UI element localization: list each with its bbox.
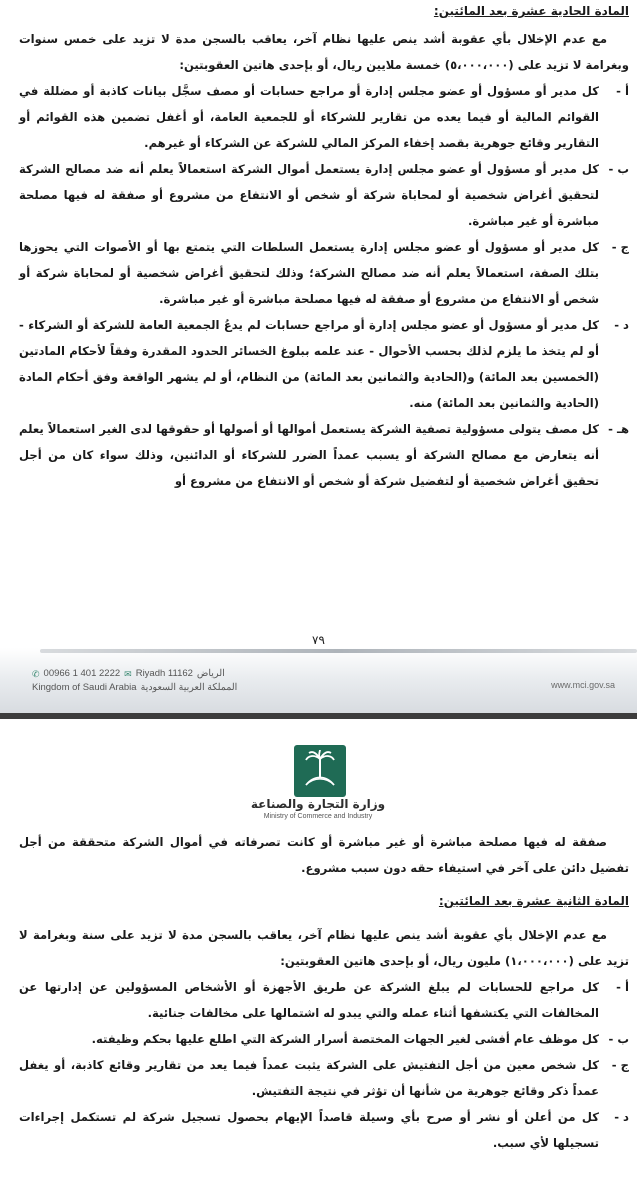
- item-marker: هـ -: [608, 422, 629, 436]
- footer-city-en: Riyadh 11162: [135, 668, 193, 679]
- item-text: كل مدير أو مسؤول أو عضو مجلس إدارة يستعمل السلطات التي يتمتع بها أو الأصوات التي يحوزها بتلك الصفة، استعمالاً يعلم أنه ضد مصالح الشركة؛ وذلك لتحقيق أغراض شخصية أو لمحاباة شركة أو شخص أو الانتفاع من مشروع أو صفقة له فيها مصلحة مباشرة أو غير مباشرة.: [19, 240, 599, 306]
- article-212-item-a: [19, 974, 629, 1026]
- mailbox-icon: ✉: [124, 669, 132, 679]
- continuation-text: صفقة له فيها مصلحة مباشرة أو غير مباشرة أو كانت تصرفاته في أموال الشركة متحققة من أجل تفضيل دائن على آخر في استيفاء حقه دون سبب مشروع.: [19, 835, 629, 875]
- item-text: كل مدير أو مسؤول أو عضو مجلس إدارة أو مراجع حسابات أو مصف سجَّل بيانات كاذبة أو مضللة في القوائم المالية أو فيما يعده من تقارير للشركاء أو للجمعية العامة، أو أغفل تضمين هذه القوائم أو التقارير وقائع جوهرية بقصد إخفاء المركز المالي للشركة عن الشركاء أو غيرهم.: [19, 84, 599, 150]
- item-text: كل من أعلن أو نشر أو صرح بأي وسيلة قاصداً الإيهام بحصول تسجيل شركة لم تستكمل إجراءات تسجيلها لأي سبب.: [19, 1110, 599, 1150]
- footer-country-ar: المملكة العربية السعودية: [140, 682, 238, 693]
- article-211-item-d: [19, 312, 629, 416]
- item-marker: ج -: [611, 1058, 629, 1072]
- ministry-name-en: Ministry of Commerce and Industry: [263, 813, 373, 820]
- article-211-item-c: [19, 234, 629, 312]
- article-211-heading: المادة الحادية عشرة بعد المائتين:: [433, 4, 629, 18]
- item-marker: ج -: [611, 240, 629, 254]
- footer-contact: [32, 667, 237, 695]
- footer-stripe: [40, 649, 637, 653]
- article-212-heading: المادة الثانية عشرة بعد المائتين:: [438, 894, 629, 908]
- article-211-item-b: [19, 156, 629, 234]
- article-211-item-a: [19, 78, 629, 156]
- item-marker: أ -: [616, 980, 629, 994]
- item-marker: د -: [614, 1110, 629, 1124]
- article-212-intro: مع عدم الإخلال بأي عقوبة أشد ينص عليها نظام آخر، يعاقب بالسجن مدة لا تزيد على سنة وبغرامة لا تزيد على (١،٠٠٠،٠٠٠) مليون ريال، أو بإحدى هاتين العقوبتين:: [19, 928, 629, 968]
- footer-city-ar: الرياض: [196, 668, 225, 679]
- item-text: كل مدير أو مسؤول أو عضو مجلس إدارة يستعمل أموال الشركة استعمالاً يعلم أنه ضد مصالح الشركة لتحقيق أغراض شخصية أو لمحاباة شركة أو شخص أو الانتفاع من مشروع أو صفقة له فيها مصلحة مباشرة أو غير مباشرة.: [19, 162, 599, 228]
- ministry-name-ar: وزارة التجارة والصناعة: [250, 797, 386, 811]
- palm-swords-emblem-icon: [294, 745, 346, 797]
- article-212-body: [19, 922, 629, 1156]
- item-marker: أ -: [616, 84, 629, 98]
- footer-phone: 00966 1 401 2222: [43, 668, 121, 679]
- page-number: ٧٩: [312, 633, 325, 647]
- phone-icon: ✆: [32, 669, 40, 679]
- article-211-intro: مع عدم الإخلال بأي عقوبة أشد ينص عليها نظام آخر، يعاقب بالسجن مدة لا تزيد على خمس سنوات وبغرامة لا تزيد على (٥،٠٠٠،٠٠٠) خمسة ملايين ريال، أو بإحدى هاتين العقوبتين:: [19, 32, 629, 72]
- article-211-item-e: [19, 416, 629, 494]
- footer-website[interactable]: www.mci.gov.sa: [551, 680, 615, 690]
- article-211-body: [19, 26, 629, 494]
- item-text: كل مصف يتولى مسؤولية تصفية الشركة يستعمل أموالها أو أصولها أو حقوقها لدى الغير استعمالاً يعلم أنه يتعارض مع مصالح الشركة أو يسبب عمداً الضرر للشركاء أو الدائنين، وذلك سواء كان من أجل تحقيق أغراض شخصية أو لتفضيل شركة أو شخص أو الانتفاع من مشروع أو: [19, 422, 599, 488]
- item-text: كل موظف عام أفشى لغير الجهات المختصة أسرار الشركة التي اطلع عليها بحكم وظيفته.: [91, 1032, 599, 1046]
- article-212-item-d: [19, 1104, 629, 1156]
- item-marker: د -: [614, 318, 629, 332]
- item-marker: ب -: [608, 1032, 629, 1046]
- item-marker: ب -: [608, 162, 629, 176]
- article-211-continuation: [19, 829, 629, 881]
- item-text: كل مراجع للحسابات لم يبلغ الشركة عن طريق الأجهزة أو الأشخاص المسؤولين عن إدارتها عن المخالفات التي يكتشفها أثناء عمله والتي يبدو له اشتمالها على مخالفات جنائية.: [19, 980, 599, 1020]
- item-text: كل مدير أو مسؤول أو عضو مجلس إدارة أو مراجع حسابات لم يدعُ الجمعية العامة للشركة أو الشركاء - أو لم يتخذ ما يلزم لذلك بحسب الأحوال - عند علمه ببلوغ الخسائر الحدود المقدرة وفقاً لأحكام المادتين (الخمسين بعد المائة) و(الحادية والثمانين بعد المائة) من النظام، أو لم يشهر الواقعة وفق أحكام المادة (الحادية والثمانين بعد المائة) منه.: [19, 318, 599, 410]
- article-212-item-b: [19, 1026, 629, 1052]
- item-text: كل شخص معين من أجل التفتيش على الشركة يثبت عمداً فيما يعد من تقارير وقائع كاذبة، أو يغفل عمداً ذكر وقائع جوهرية من شأنها أن تؤثر في نتيجة التفتيش.: [19, 1058, 599, 1098]
- footer-country-en: Kingdom of Saudi Arabia: [32, 682, 137, 693]
- article-212-item-c: [19, 1052, 629, 1104]
